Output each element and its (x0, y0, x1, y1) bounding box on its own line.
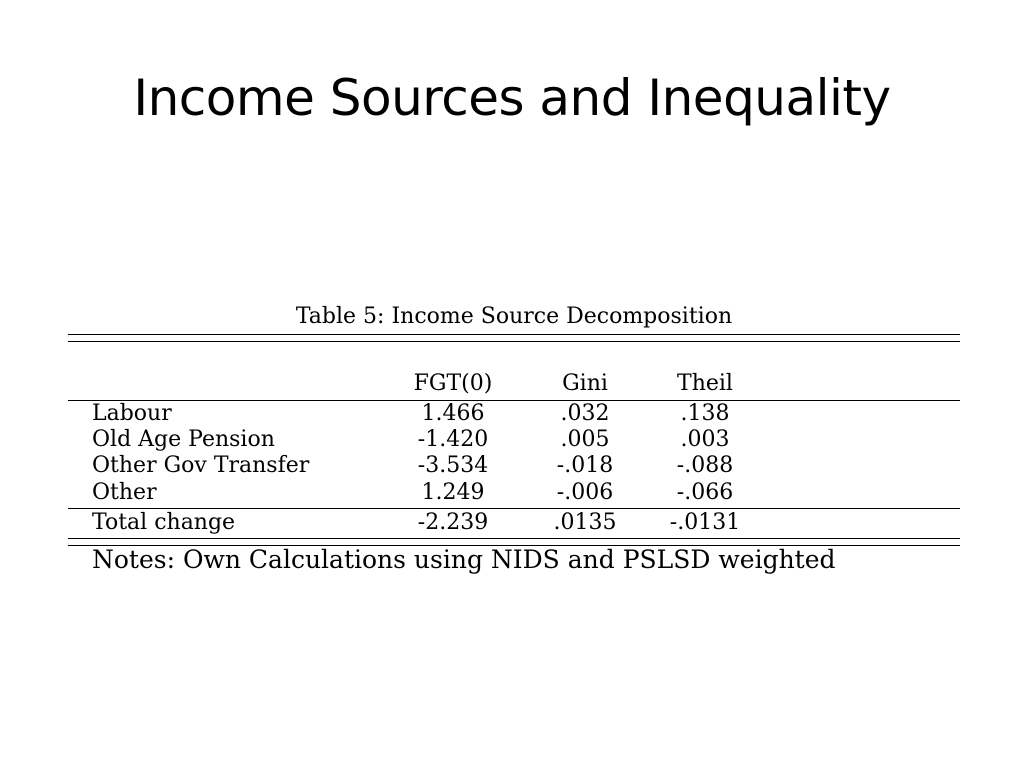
table-top-rule-double (68, 341, 960, 342)
row-gini-value: -.018 (556, 453, 614, 478)
column-header-gini: Gini (562, 371, 608, 396)
column-header-fgt0: FGT(0) (413, 371, 493, 396)
column-header-theil: Theil (677, 371, 733, 396)
row-label: Other (92, 480, 157, 505)
table-header-row (68, 370, 960, 398)
table-row (68, 452, 960, 479)
table-bottom-rule (68, 538, 960, 539)
row-theil-value: .003 (680, 427, 730, 452)
row-label: Other Gov Transfer (92, 453, 310, 478)
table-row (68, 400, 960, 427)
total-label: Total change (92, 510, 236, 535)
table-notes: Notes: Own Calculations using NIDS and PSLSD weighted (92, 545, 836, 574)
row-fgt0-value: -3.534 (417, 453, 489, 478)
row-fgt0-value: -1.420 (417, 427, 489, 452)
row-theil-value: -.066 (676, 480, 734, 505)
row-fgt0-value: 1.466 (421, 401, 485, 426)
row-gini-value: -.006 (556, 480, 614, 505)
row-label: Old Age Pension (92, 427, 275, 452)
table-caption: Table 5: Income Source Decomposition (295, 304, 733, 329)
row-theil-value: -.088 (676, 453, 734, 478)
row-gini-value: .032 (560, 401, 610, 426)
total-gini-value: .0135 (553, 510, 617, 535)
row-gini-value: .005 (560, 427, 610, 452)
row-theil-value: .138 (680, 401, 730, 426)
total-theil-value: -.0131 (669, 510, 741, 535)
table-row (68, 426, 960, 453)
row-label: Labour (92, 401, 172, 426)
table-row (68, 479, 960, 506)
table-top-rule (68, 334, 960, 335)
total-fgt0-value: -2.239 (417, 510, 489, 535)
row-fgt0-value: 1.249 (421, 480, 485, 505)
table-total-row (68, 508, 960, 538)
slide-title: Income Sources and Inequality (133, 69, 891, 127)
